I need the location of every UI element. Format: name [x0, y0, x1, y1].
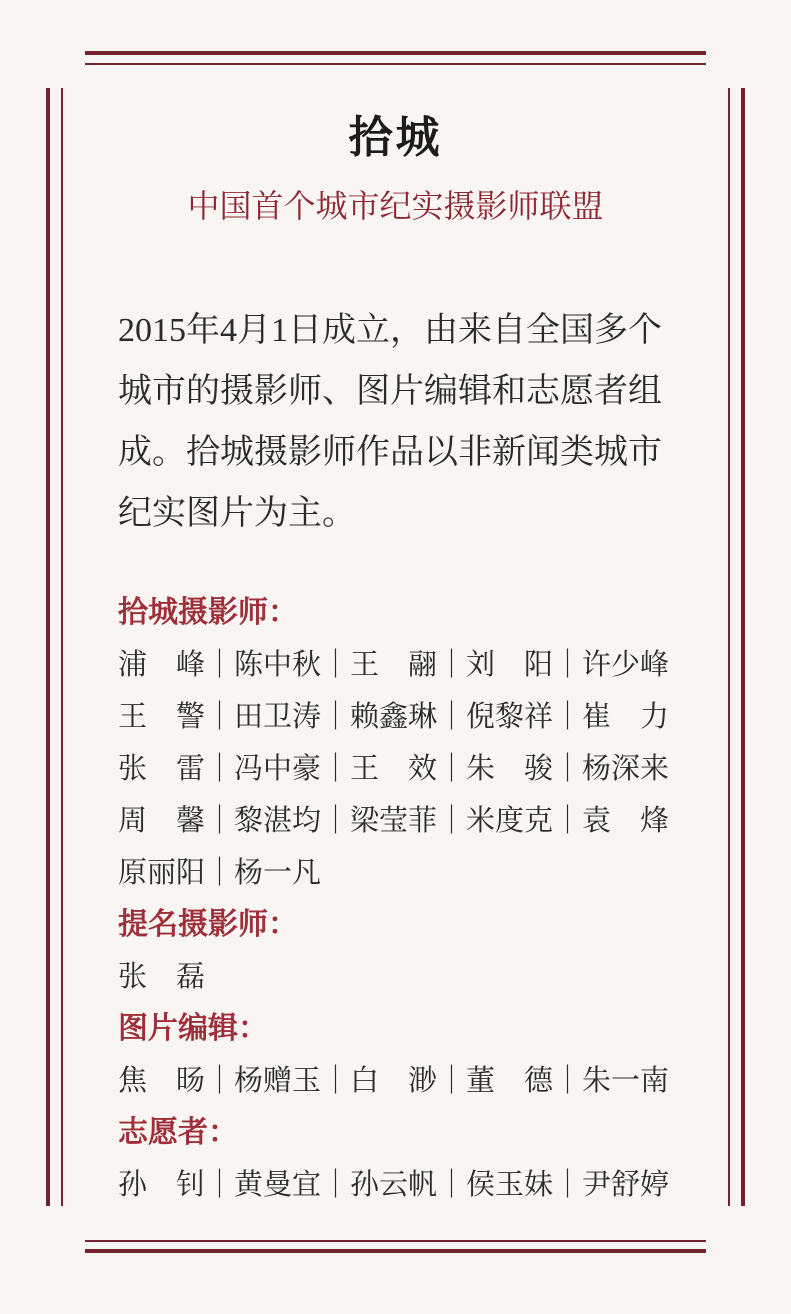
body-area — [118, 222, 711, 1211]
page-title: 拾城 — [348, 113, 443, 162]
photographers-row-2: 王 警｜田卫涛｜赖鑫琳｜倪黎祥｜崔 力 — [118, 701, 670, 733]
frame-left-inner-line — [61, 88, 63, 1206]
volunteers-row-1: 孙 钊｜黄曼宜｜孙云帆｜侯玉妹｜尹舒婷 — [118, 1169, 670, 1201]
roster — [118, 587, 711, 1211]
page-subtitle: 中国首个城市纪实摄影师联盟 — [187, 188, 604, 224]
frame-right-outer-line — [741, 88, 745, 1206]
intro-paragraph — [118, 300, 711, 544]
photographers-row-5: 原丽阳｜杨一凡 — [118, 857, 322, 889]
section-heading-photographers: 拾城摄影师： — [118, 596, 298, 629]
intro-line: 纪实图片为主。 — [118, 495, 356, 532]
nominated-row-1: 张 磊 — [118, 961, 206, 993]
intro-line: 城市的摄影师、图片编辑和志愿者组 — [118, 373, 662, 410]
section-heading-editors: 图片编辑： — [118, 1012, 268, 1045]
frame-bottom-outer-line — [85, 1249, 706, 1253]
section-heading-nominated: 提名摄影师： — [118, 908, 298, 941]
editors-row-1: 焦 旸｜杨赠玉｜白 渺｜董 德｜朱一南 — [118, 1065, 670, 1097]
section-heading-volunteers: 志愿者： — [118, 1116, 238, 1149]
frame-bottom-inner-line — [85, 1240, 706, 1242]
photographers-row-3: 张 雷｜冯中豪｜王 效｜朱 骏｜杨深来 — [118, 753, 670, 785]
frame-right-inner-line — [728, 88, 730, 1206]
header — [0, 0, 791, 222]
frame-left-outer-line — [46, 88, 50, 1206]
intro-line: 成。拾城摄影师作品以非新闻类城市 — [118, 434, 662, 471]
intro-line: 2015年4月1日成立，由来自全国多个 — [118, 312, 662, 349]
photographers-row-1: 浦 峰｜陈中秋｜王 翮｜刘 阳｜许少峰 — [118, 649, 670, 681]
photographers-row-4: 周 馨｜黎湛均｜梁莹菲｜米度克｜袁 烽 — [118, 805, 670, 837]
